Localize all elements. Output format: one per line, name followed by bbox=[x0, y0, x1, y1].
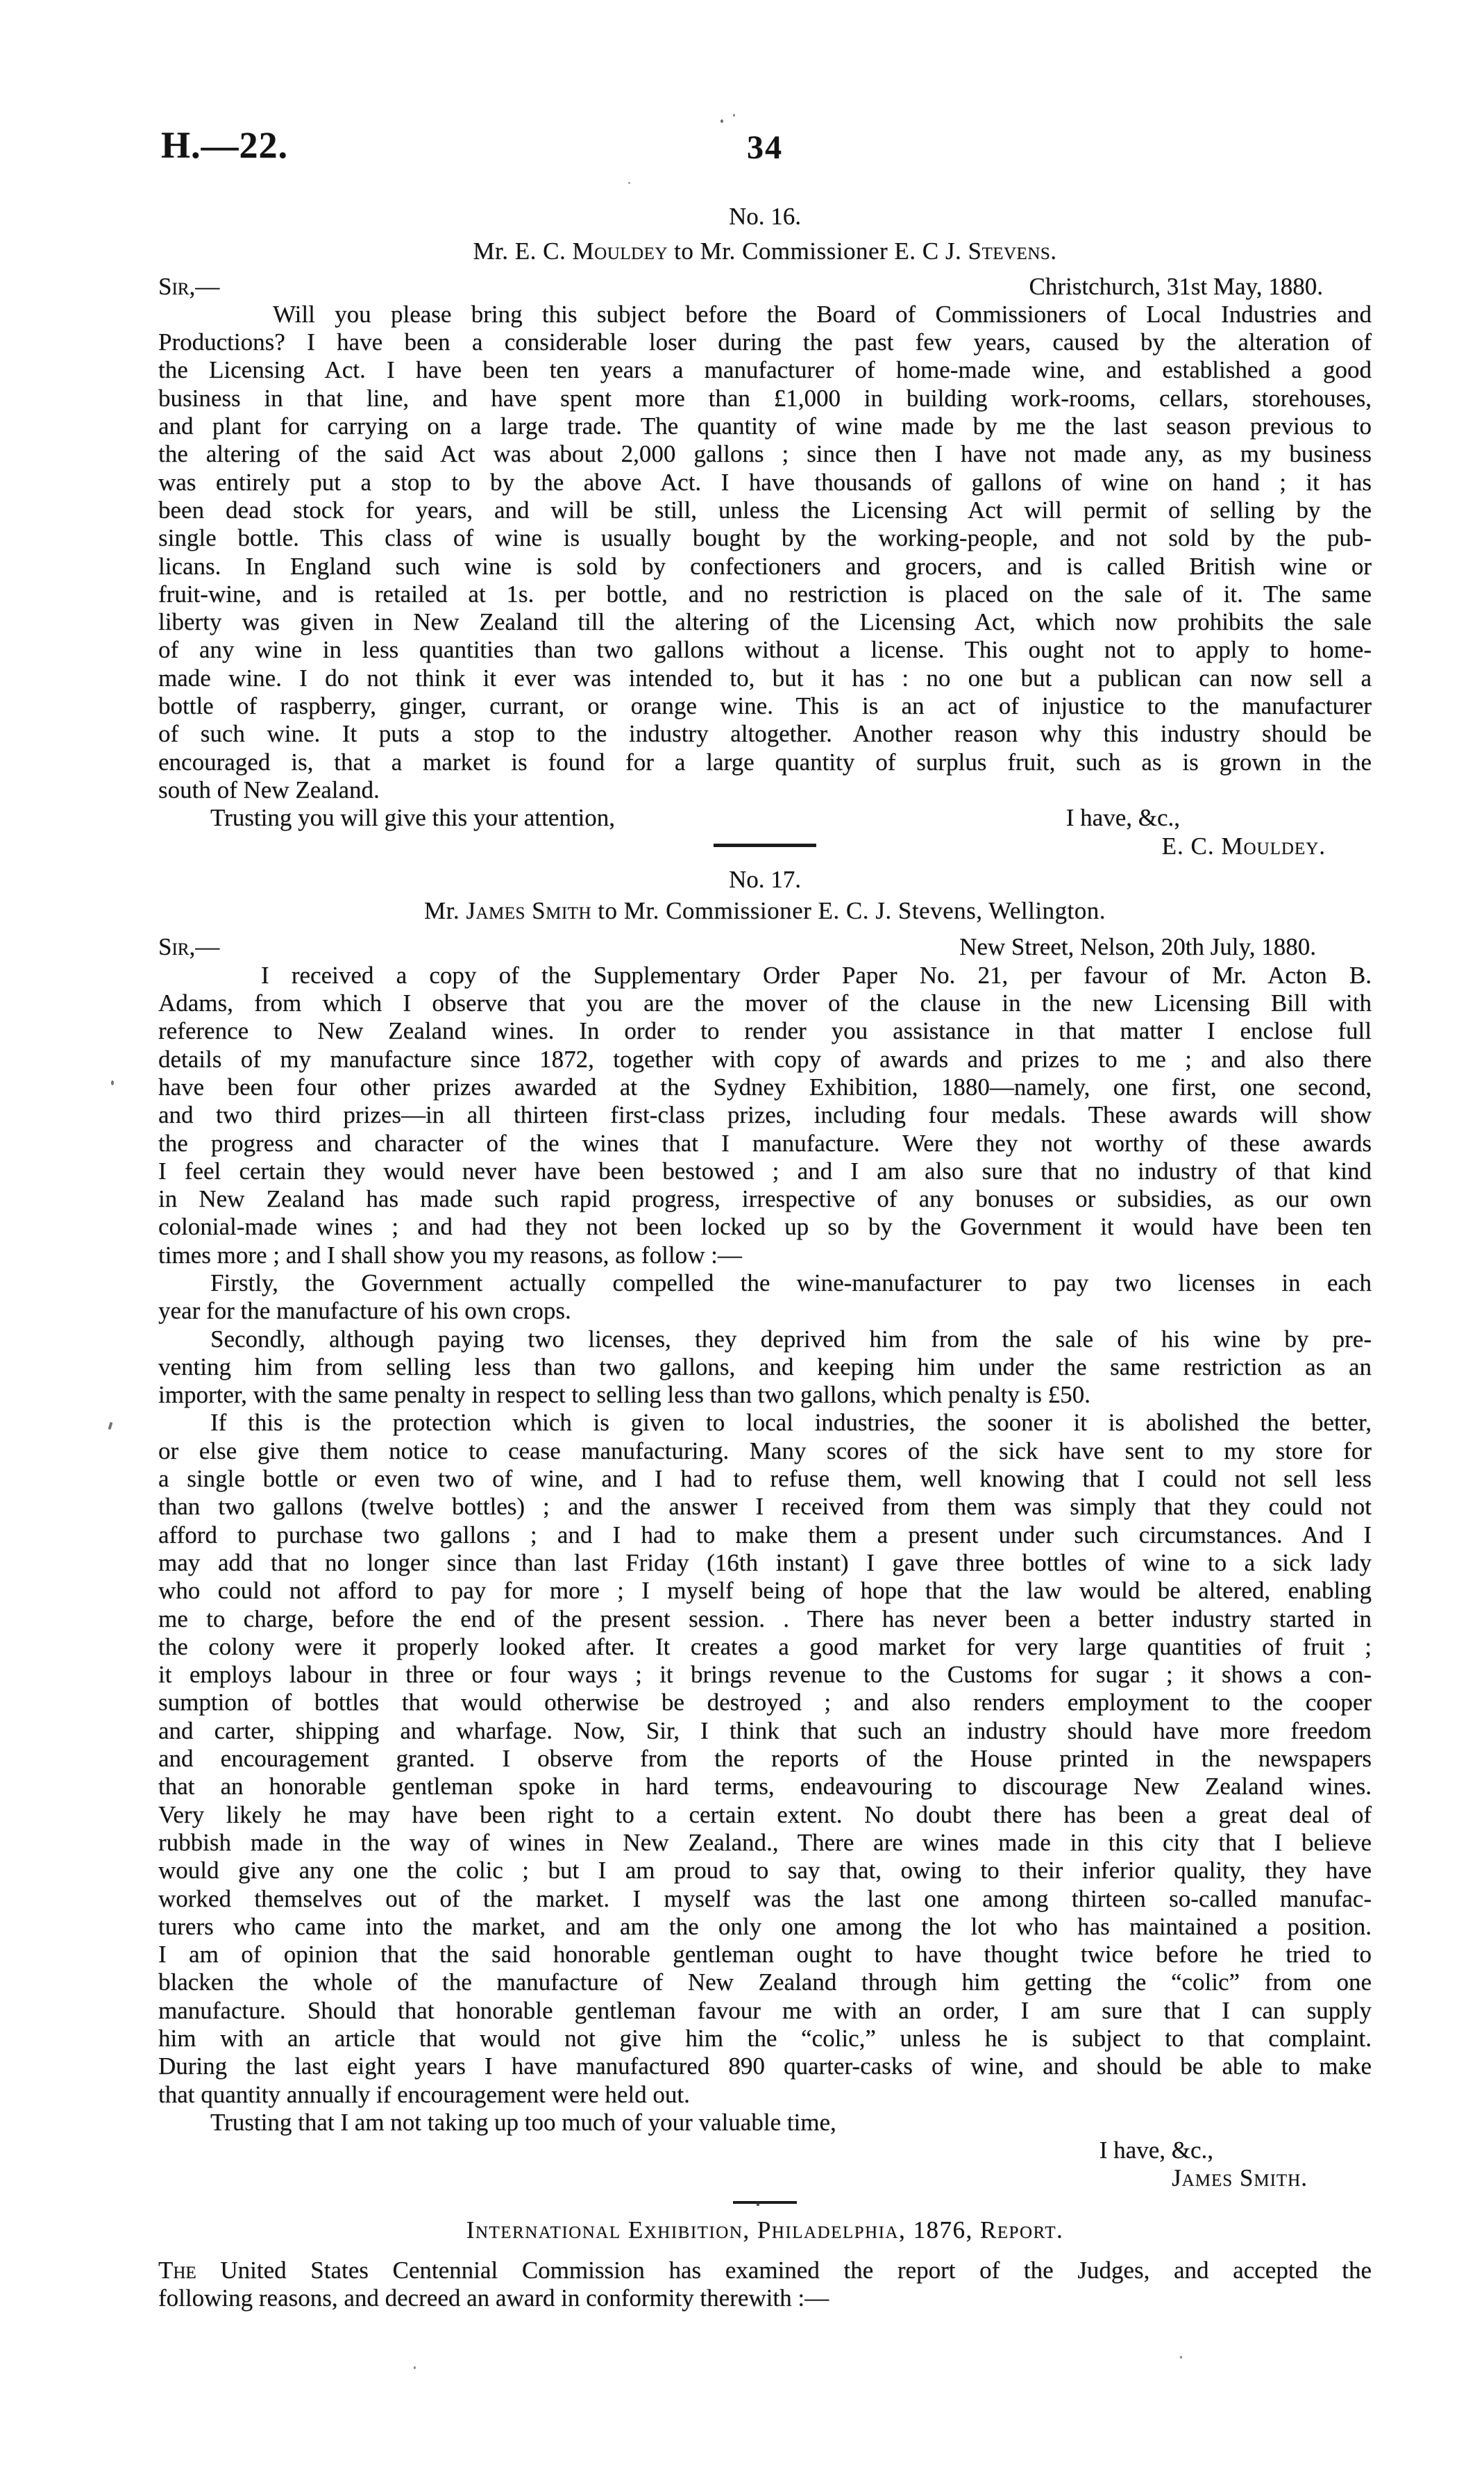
heading-text: to Mr. Commissioner E. C J. bbox=[667, 237, 968, 265]
body-line: of such wine. It puts a stop to the industry altogether. Another reason why this industry should be bbox=[158, 720, 1372, 748]
ink-speck bbox=[733, 114, 735, 117]
body-line: worked themselves out of the market. I myself was the last one among thirteen so-called manufac- bbox=[158, 1884, 1372, 1912]
body-line: the Licensing Act. I have been ten years a manufacturer of home-made wine, and established a good bbox=[158, 356, 1372, 384]
signature: James Smith. bbox=[1172, 2164, 1308, 2192]
body-line: and plant for carrying on a large trade. The quantity of wine made by me the last season previous to bbox=[158, 412, 1372, 440]
letter-17-signature-row bbox=[158, 2164, 1372, 2192]
letter-16-number-heading: No. 16. bbox=[728, 203, 802, 230]
body-line: a single bottle or even two of wine, and I had to refuse them, well knowing that I could not sell less bbox=[158, 1465, 1372, 1493]
valediction: I have, &c., bbox=[1065, 804, 1180, 832]
body-line: year for the manufacture of his own crops. bbox=[158, 1297, 571, 1325]
letter-16-salutation-row bbox=[158, 273, 1372, 301]
body-line: him with an article that would not give him the “colic,” unless he is subject to that complaint. bbox=[158, 2025, 1372, 2052]
body-line: who could not afford to pay for more ; I myself being of hope that the law would be altered, enabling bbox=[158, 1577, 1372, 1605]
body-line: the colony were it properly looked after. It creates a good market for very large quantities of fruit ; bbox=[158, 1632, 1372, 1660]
body-line: that an honorable gentleman spoke in hard terms, endeavouring to discourage New Zealand wines. bbox=[158, 1773, 1372, 1800]
page-number: 34 bbox=[747, 129, 783, 166]
body-line: reference to New Zealand wines. In order to render you assistance in that matter I enclose full bbox=[158, 1017, 1372, 1045]
body-line: importer, with the same penalty in respect to selling less than two gallons, which penalty is £50. bbox=[158, 1381, 1090, 1409]
ink-speck bbox=[414, 2366, 416, 2369]
dateline: Christchurch, 31st May, 1880. bbox=[1029, 272, 1323, 300]
body-line: I received a copy of the Supplementary Order Paper No. 21, per favour of Mr. Acton B. bbox=[261, 961, 1372, 989]
heading-text: Mr. E. C. bbox=[473, 237, 573, 265]
letter-16-closing-row bbox=[158, 804, 1372, 832]
letter-17-salutation-row bbox=[158, 933, 1372, 961]
body-line: sumption of bottles that would otherwise be destroyed ; and also renders employment to the cooper bbox=[158, 1689, 1372, 1716]
body-line: have been four other prizes awarded at the Sydney Exhibition, 1880—namely, one first, one second, bbox=[158, 1073, 1372, 1101]
letter-17-heading bbox=[158, 897, 1372, 925]
body-line: and two third prizes—in all thirteen first-class prizes, including four medals. These awards will show bbox=[158, 1101, 1372, 1129]
body-line: During the last eight years I have manufactured 890 quarter-casks of wine, and should be able to make bbox=[158, 2052, 1372, 2080]
body-line: Adams, from which I observe that you are the mover of the clause in the new Licensing Bill with bbox=[158, 989, 1372, 1017]
body-line: in New Zealand has made such rapid progress, irrespective of any bonuses or subsidies, as our own bbox=[158, 1185, 1372, 1213]
body-line: made wine. I do not think it ever was intended to, but it has : no one but a publican can now sell a bbox=[158, 664, 1372, 692]
report-heading: International Exhibition, Philadelphia, 1876, Report. bbox=[466, 2216, 1064, 2243]
report-line: following reasons, and decreed an award in conformity therewith :— bbox=[158, 2284, 829, 2312]
body-line: I am of opinion that the said honorable gentleman ought to have thought twice before he tried to bbox=[158, 1941, 1372, 1968]
body-line: south of New Zealand. bbox=[158, 776, 380, 803]
ink-speck bbox=[628, 182, 630, 184]
body-line: turers who came into the market, and am the only one among the lot who has maintained a position. bbox=[158, 1912, 1372, 1940]
body-line: times more ; and I shall show you my reasons, as follow :— bbox=[158, 1241, 742, 1269]
signature: E. C. Mouldey. bbox=[1161, 832, 1326, 860]
recipient-name: Stevens bbox=[968, 237, 1051, 265]
body-line: would give any one the colic ; but I am proud to say that, owing to their inferior quality, they have bbox=[158, 1857, 1372, 1884]
salutation: Sir,— bbox=[158, 272, 220, 300]
ink-speck bbox=[720, 119, 723, 123]
body-line: me to charge, before the end of the present session. . There has never been a better industry started in bbox=[158, 1605, 1372, 1632]
section-rule bbox=[733, 2201, 797, 2204]
body-line: Will you please bring this subject before the Board of Commissioners of Local Industries and bbox=[273, 300, 1372, 328]
body-line: bottle of raspberry, ginger, currant, or orange wine. This is an act of injustice to the manufacturer bbox=[158, 692, 1372, 720]
body-line: manufacture. Should that honorable gentleman favour me with an order, I am sure that I can supply bbox=[158, 1996, 1372, 2024]
valediction: I have, &c., bbox=[1099, 2136, 1213, 2164]
body-line: Firstly, the Government actually compelled the wine-manufacturer to pay two licenses in each bbox=[210, 1269, 1372, 1296]
body-line: and encouragement granted. I observe from the reports of the House printed in the newspapers bbox=[158, 1745, 1372, 1773]
body-line: business in that line, and have spent more than £1,000 in building work-rooms, cellars, storehouses, bbox=[158, 384, 1372, 412]
body-line: colonial-made wines ; and had they not been locked up so by the Government it would have been ten bbox=[158, 1213, 1372, 1241]
letter-17-number-heading: No. 17. bbox=[728, 865, 802, 893]
letter-16-signature-row bbox=[158, 833, 1372, 860]
body-line: single bottle. This class of wine is usually bought by the working-people, and not sold by the pub- bbox=[158, 524, 1372, 552]
lead-word: The bbox=[158, 2257, 196, 2284]
body-line: Secondly, although paying two licenses, they deprived him from the sale of his wine by pre- bbox=[210, 1325, 1372, 1353]
body-line: encouraged is, that a market is found for a large quantity of surplus fruit, such as is grown in the bbox=[158, 748, 1372, 776]
ink-speck bbox=[111, 1080, 114, 1085]
sender-name: Mouldey bbox=[572, 237, 668, 265]
body-line: Very likely he may have been right to a certain extent. No doubt there has been a great deal of bbox=[158, 1800, 1372, 1828]
body-line: than two gallons (twelve bottles) ; and the answer I received from them was simply that they could not bbox=[158, 1493, 1372, 1521]
letter-17-body bbox=[158, 962, 1372, 2109]
text-column bbox=[158, 124, 1372, 2313]
section-divider bbox=[158, 2193, 1372, 2216]
body-line: fruit-wine, and is retailed at 1s. per bottle, and no restriction is placed on the sale of it. The same bbox=[158, 580, 1372, 608]
body-line: If this is the protection which is given to local industries, the sooner it is abolished the better, bbox=[210, 1409, 1372, 1437]
letter-16-heading bbox=[158, 237, 1372, 265]
ink-speck bbox=[757, 2201, 759, 2206]
body-line: that quantity annually if encouragement were held out. bbox=[158, 2080, 690, 2108]
body-line: venting him from selling less than two gallons, and keeping him under the same restriction as an bbox=[158, 1353, 1372, 1380]
body-line: the altering of the said Act was about 2,000 gallons ; since then I have not made any, as my business bbox=[158, 440, 1372, 468]
page-header bbox=[158, 124, 1372, 166]
heading-text: to Mr. Commissioner E. C. J. Stevens, Wellington. bbox=[591, 897, 1106, 925]
body-line: details of my manufacture since 1872, together with copy of awards and prizes to me ; and also there bbox=[158, 1045, 1372, 1073]
letter-17-valediction-row bbox=[158, 2136, 1372, 2164]
report-line bbox=[158, 2257, 1372, 2284]
body-line: of any wine in less quantities than two gallons without a license. This ought not to apply to home- bbox=[158, 636, 1372, 664]
heading-text: . bbox=[1050, 237, 1057, 265]
dateline: New Street, Nelson, 20th July, 1880. bbox=[959, 933, 1316, 961]
closing-line: Trusting you will give this your attention, bbox=[210, 804, 616, 832]
ink-speck bbox=[1180, 2356, 1182, 2359]
body-line: been dead stock for years, and will be still, unless the Licensing Act will permit of selling by the bbox=[158, 496, 1372, 524]
body-line: Productions? I have been a considerable loser during the past few years, caused by the alteration of bbox=[158, 328, 1372, 356]
body-line: it employs labour in three or four ways ; it brings revenue to the Customs for sugar ; it shows a con- bbox=[158, 1661, 1372, 1689]
closing-line: Trusting that I am not taking up too much of your valuable time, bbox=[210, 2108, 836, 2136]
body-line: may add that no longer since than last Friday (16th instant) I gave three bottles of wine to a sick lady bbox=[158, 1548, 1372, 1576]
body-line: and carter, shipping and wharfage. Now, Sir, I think that such an industry should have more freedom bbox=[158, 1716, 1372, 1744]
body-line: was entirely put a stop to by the above Act. I have thousands of gallons of wine on hand ; it has bbox=[158, 468, 1372, 496]
sender-name: James Smith bbox=[466, 897, 592, 925]
body-line: liberty was given in New Zealand till the altering of the Licensing Act, which now prohibits the sale bbox=[158, 608, 1372, 636]
report-text: United States Centennial Commission has examined the report of the Judges, and accepted the bbox=[196, 2257, 1372, 2284]
body-line: or else give them notice to cease manufacturing. Many scores of the sick have sent to my store for bbox=[158, 1437, 1372, 1464]
body-line: I feel certain they would never have been bestowed ; and I am also sure that no industry of that kind bbox=[158, 1157, 1372, 1185]
body-line: afford to purchase two gallons ; and I had to make them a present under such circumstances. And I bbox=[158, 1521, 1372, 1548]
salutation: Sir,— bbox=[158, 933, 220, 961]
letter-17-closing-row bbox=[158, 2109, 1372, 2136]
body-line: the progress and character of the wines that I manufacture. Were they not worthy of these awards bbox=[158, 1129, 1372, 1157]
body-line: rubbish made in the way of wines in New Zealand., There are wines made in this city that I believe bbox=[158, 1828, 1372, 1856]
letter-16-body bbox=[158, 301, 1372, 804]
body-line: blacken the whole of the manufacture of New Zealand through him getting the “colic” from one bbox=[158, 1968, 1372, 1996]
body-line: licans. In England such wine is sold by confectioners and grocers, and is called British wine or bbox=[158, 552, 1372, 580]
ink-speck bbox=[108, 1422, 112, 1430]
heading-text: Mr. bbox=[423, 897, 466, 925]
doc-reference: H.—22. bbox=[161, 124, 289, 166]
report-paragraph bbox=[158, 2257, 1372, 2313]
section-rule bbox=[714, 844, 816, 847]
